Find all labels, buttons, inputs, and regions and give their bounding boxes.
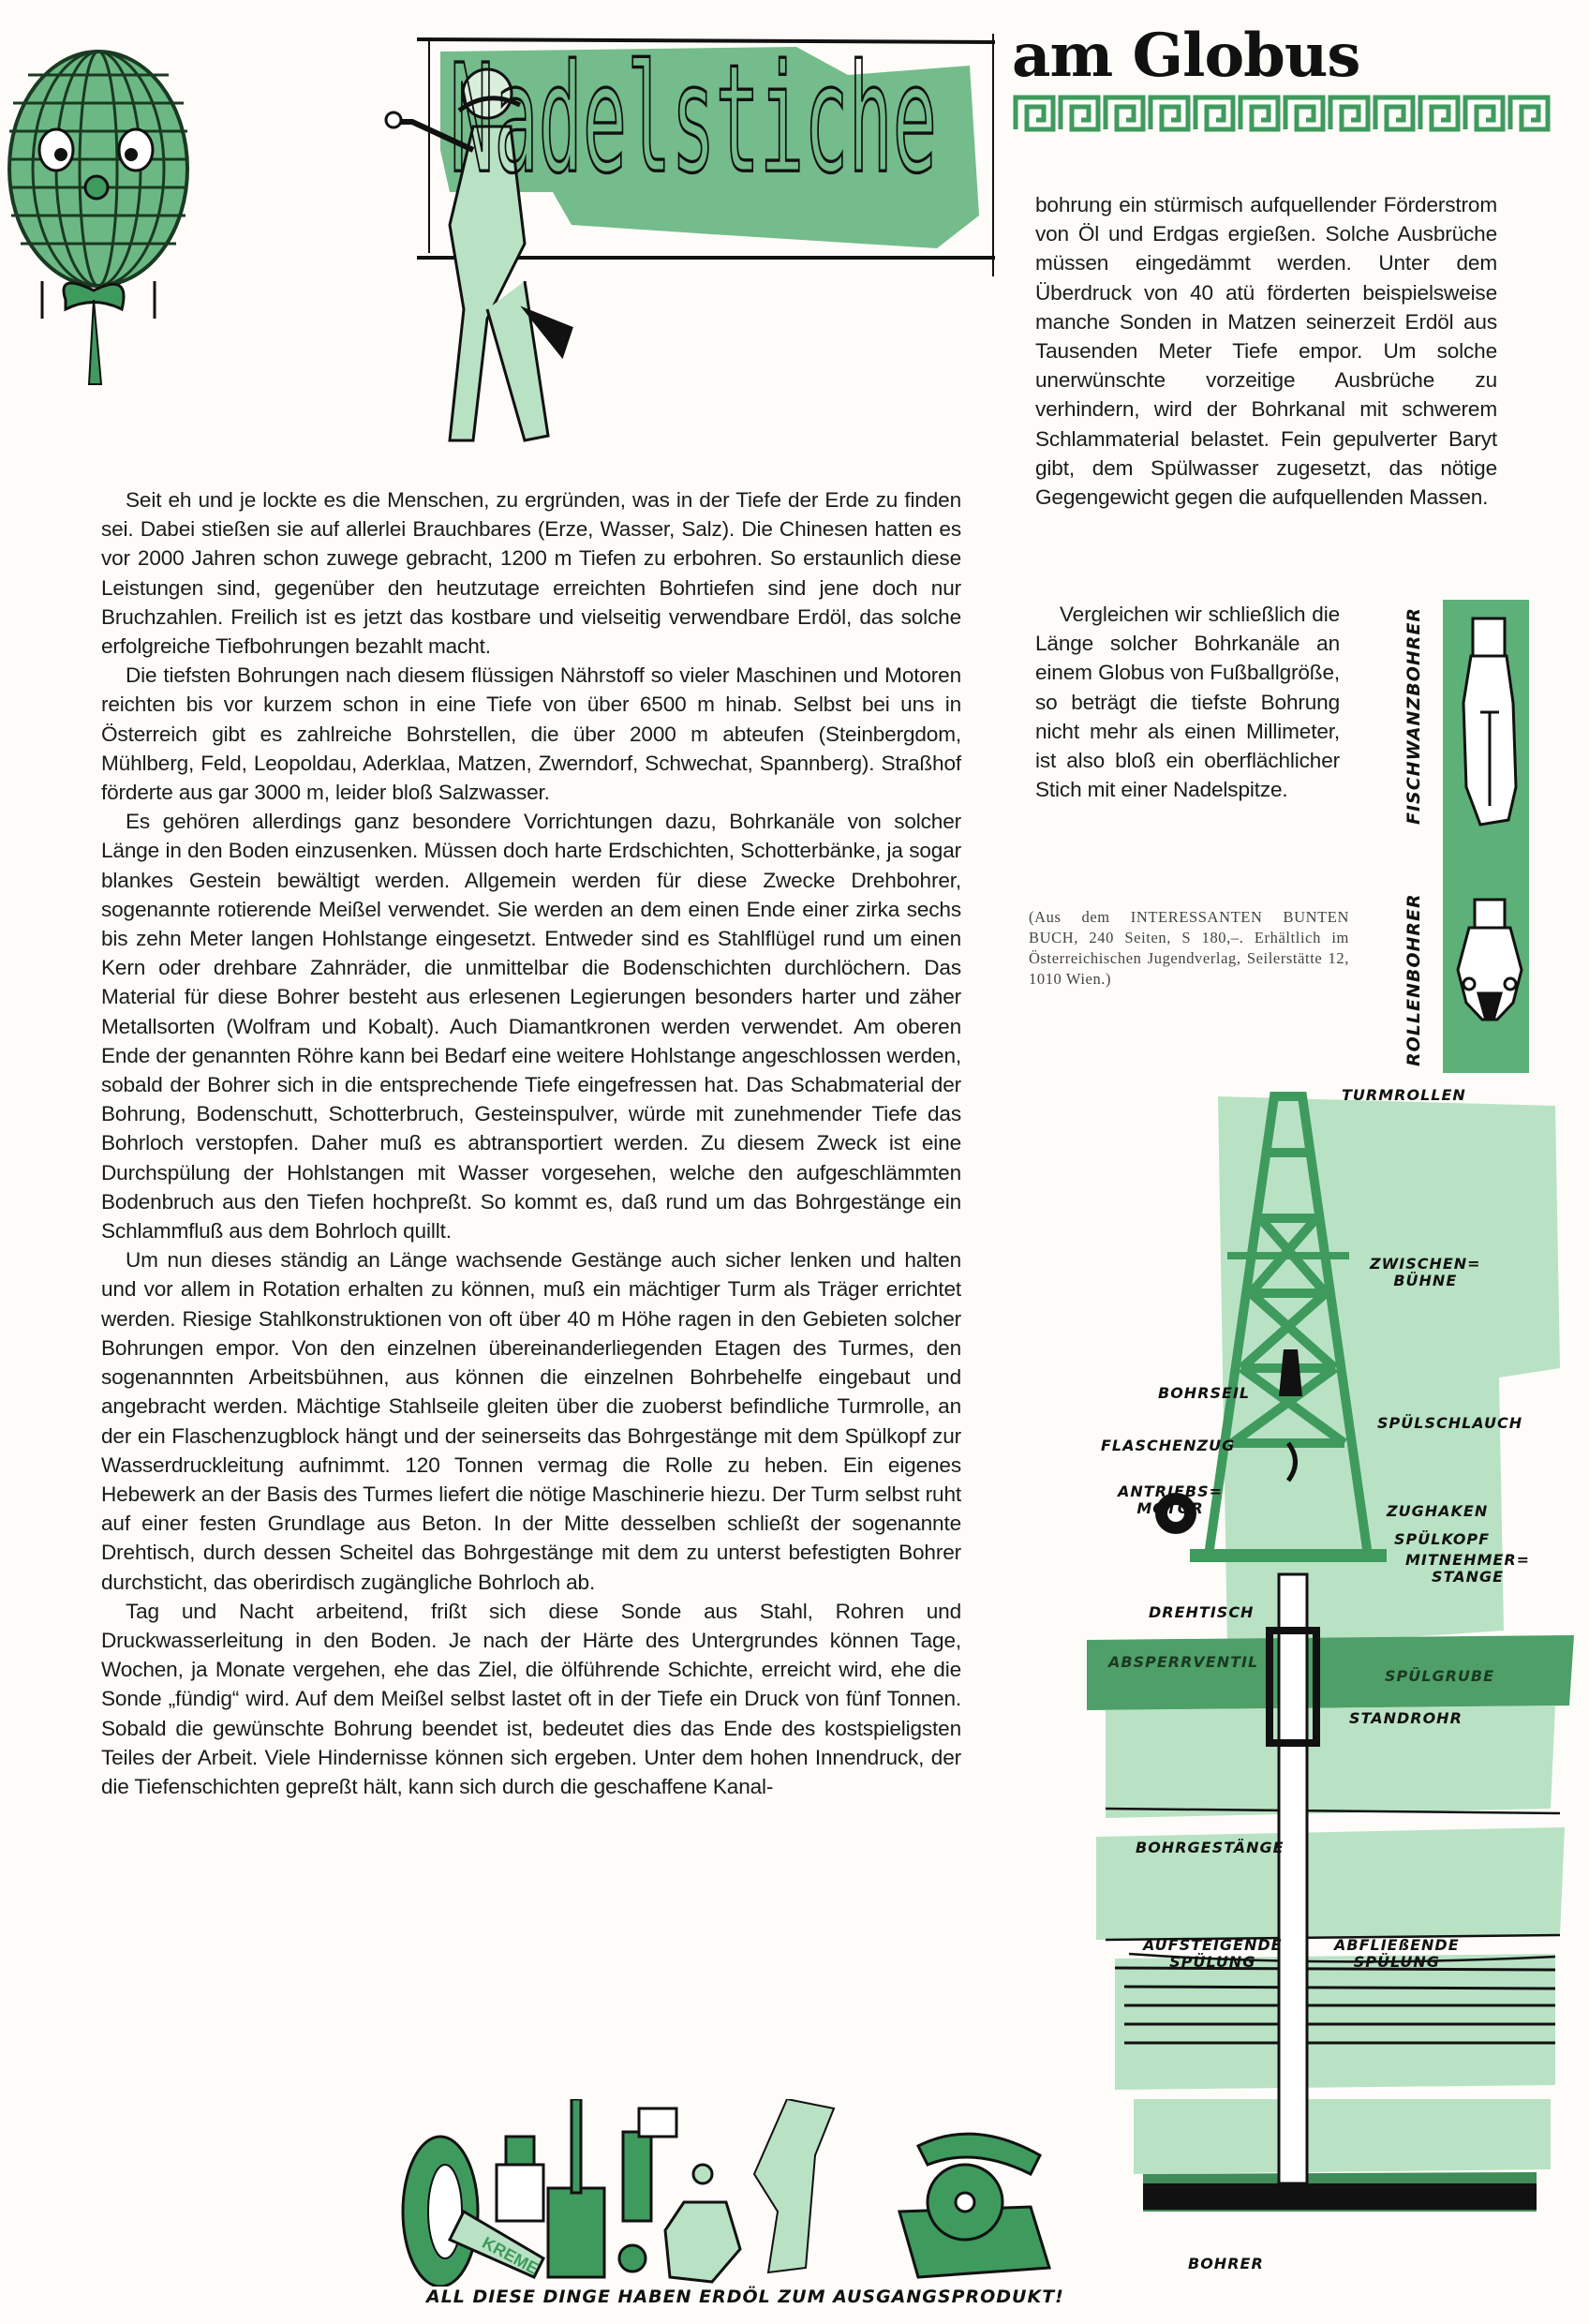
greek-key-segment — [1330, 97, 1368, 129]
svg-text:KREME: KREME — [479, 2232, 542, 2279]
label-bohrseil: BOHRSEIL — [1158, 1384, 1251, 1402]
products-illustration — [394, 2099, 1087, 2287]
label-drehtisch: DREHTISCH — [1149, 1603, 1255, 1621]
telephone-drawing — [899, 2134, 1049, 2277]
label-bohrer: BOHRER — [1188, 2255, 1264, 2272]
greek-key-segment — [1016, 97, 1053, 129]
label-antriebsmotor: ANTRIEBS= MOTOR — [1118, 1482, 1224, 1517]
label-flaschenzug: FLASCHENZUG — [1101, 1437, 1236, 1454]
article-body-left — [101, 485, 961, 1801]
label-absperrventil: ABSPERRVENTIL — [1108, 1653, 1259, 1671]
title-am-globus: am Globus — [1012, 21, 1360, 91]
title-nadelstiche: Nadelstiche — [450, 33, 938, 207]
label-aufsteigende-spuelung: AUFSTEIGENDE SPÜLUNG — [1143, 1936, 1283, 1971]
drill-bits-panel — [1443, 600, 1555, 1073]
label-standrohr: STANDROHR — [1349, 1709, 1463, 1727]
header-illustration — [0, 0, 1012, 469]
greek-key-border — [1012, 94, 1557, 133]
label-spuelkopf: SPÜLKOPF — [1394, 1530, 1491, 1548]
label-zwischenbuehne: ZWISCHEN= BÜHNE — [1370, 1255, 1481, 1289]
paragraph: Es gehören allerdings ganz besondere Vorrichtungen dazu, Bohrkanäle von solcher Länge in den Boden einzusenken. Müssen doch harte Erdschichten, Schotterbänke, ja sogar blankes Gestein bewältigt werden. Allgemein werden für diese Zwecke Drehbohrer, sogenannte rotierende Meißel verwendet. Sie werden an dem einen Ende einer zirka sechs bis zehn Meter langen Hohlstange eingesetzt. Entweder sind es Stahlflügel rund um einen Kern oder drehbare Zahnräder, die unmittelbar die Bodenschichten durchlöchern. Das Material für diese Bohrer besteht aus erlesenen Legierungen besonders harter und zäher Metallsorten (Wolfram und Kobalt). Auch Diamantkronen werden verwendet. Am oberen Ende der genannten Röhre kann bei Bedarf eine weitere Hohlstange angeschlossen werden, sobald der Bohrer sich in die entsprechende Tiefe eingefressen hat. Das Schabmaterial der Bohrung, Bodenschutt, Schotterbruch, Gesteinspulver, würde mit zunehmender Tiefe das Bohrloch verstopfen. Daher muß es abtransportiert werden. Zu diesem Zweck ist eine Durchspülung der Hohlstangen mit Wasser vorgesehen, welche den aufgeschlämmten Bodenbruch aus den Tiefen hochpreßt. So kommt es, daß rund um das Bohrgestänge ein Schlammfluß aus dem Bohrloch quillt. — [101, 810, 961, 1244]
paragraph: Um nun dieses ständig an Länge wachsende Gestänge auch sicher lenken und halten und vor allem in Rotation erhalten zu können, muß ein mächtiger Turm als Träger errichtet werden. Riesige Stahlkonstruktionen von oft über 40 m Höhe ragen in den Gebieten solcher Bohrungen empor. Von den einzelnen übereinanderliegenden Etagen des Turmes, den sogenannnten Arbeitsbühnen, aus können die einzelnen Bohrbehelfe eingebaut und angebracht werden. Mächtige Stahlseile gleiten über die zuoberst befindliche Turmrolle, an der ein Flaschenzugblock hängt und der seinerseits das Bohrgestänge mit dem Spülkopf zur Wasserdruckleitung aufnimmt. 120 Tonnen vermag die Rolle zu heben. Ein eigenes Hebewerk an der Basis des Turmes liefert die nötige Maschinerie hiezu. Der Turm selbst ruht auf einer festen Grundlage aus Beton. In der Mitte desselben schließt der sogenannte Drehtisch, durch dessen Scheitel das Bohrgestänge mit dem zu unterst befestigten Bohrer durchsticht, das oberirdisch zugängliche Bohrloch ab. — [101, 1248, 961, 1594]
tire-drawing — [403, 2137, 478, 2287]
paragraph: Seit eh und je lockte es die Menschen, zu ergründen, was in der Tiefe der Erde zu finden sei. Dabei stießen sie auf allerlei Brauchbares (Erze, Wasser, Salz). Die Chinesen hatten es vor 2000 Jahren schon zuwege gebracht, 1200 m Tiefen zu erbohren. So erstaunlich diese Leistungen sind, gegenüber den heutzutage erreichten Bohrtiefen sind jene doch nur Bruchzahlen. Freilich ist es jetzt das kostbare und vielseitig verwendbare Erdöl, das solche erfolgreiche Tiefbohrungen bezahlt macht. — [101, 488, 961, 659]
article-body-right — [1035, 190, 1497, 512]
greek-key-segment — [1106, 97, 1143, 129]
greek-key-segment — [1285, 97, 1323, 129]
label-rollenbohrer: ROLLENBOHRER — [1403, 893, 1424, 1066]
label-zughaken: ZUGHAKEN — [1387, 1502, 1489, 1520]
label-spuelgrube: SPÜLGRUBE — [1385, 1667, 1495, 1685]
stockings-drawing — [754, 2099, 834, 2272]
paragraph: bohrung ein stürmisch aufquellender Förderstrom von Öl und Erdgas ergießen. Solche Ausbrüche müssen eingedämmt werden. Unter dem Überdruck von 40 atü förderten beispielsweise manche Sonden in Matzen seinerzeit Erdöl aus Tausenden Meter Tiefe empor. Um solche unerwünschte vorzeitige Ausbrüche zu verhindern, wird der Bohrkanal mit schwerem Schlammaterial belastet. Fein gepulverter Baryt gibt, dem Spülwasser zugesetzt, das nötige Gegengewicht gegen die aufquellenden Massen. — [1035, 193, 1497, 510]
paragraph: Die tiefsten Bohrungen nach diesem flüssigen Nährstoff so vieler Maschinen und Motoren reichten bis vor kurzem schon in eine Tiefe von über 6500 m hinab. Selbst bei uns in Österreich gibt es zahlreiche Bohrstellen, die über 2000 m abteufen (Steinbergdom, Mühlberg, Feld, Leopoldau, Aderklaa, Matzen, Zwerndorf, Schwechat, Spannberg). Straßhof förderte aus gar 3000 m, leider bloß Salzwasser. — [101, 663, 961, 805]
greek-key-segment — [1465, 97, 1503, 129]
paragraph: Vergleichen wir schließlich die Länge solcher Bohrkanäle an einem Globus von Fußballgröße, so beträgt die tiefste Bohrung nicht mehr als einen Millimeter, ist also bloß ein oberflächlicher Stich mit einer Nadelspitze. — [1035, 603, 1340, 802]
greek-key-segment — [1195, 97, 1233, 129]
oil-rig-diagram — [1087, 1068, 1574, 2212]
greek-key-segment — [1420, 97, 1458, 129]
greek-key-segment — [1510, 97, 1548, 129]
comparison-paragraph — [1035, 600, 1340, 804]
greek-key-segment — [1061, 97, 1098, 129]
medicine-bottle-drawing — [623, 2108, 676, 2221]
bottle-drawing — [497, 2137, 543, 2221]
products-caption: ALL DIESE DINGE HABEN ERDÖL ZUM AUSGANGSPRODUKT! — [426, 2287, 1064, 2307]
label-turmrollen: TURMROLLEN — [1342, 1086, 1466, 1104]
label-bohrgestaenge: BOHRGESTÄNGE — [1136, 1839, 1285, 1856]
label-abfliessende-spuelung: ABFLIEßENDE SPÜLUNG — [1334, 1936, 1460, 1971]
greek-key-segment — [1151, 97, 1188, 129]
greek-key-segment — [1240, 97, 1278, 129]
paragraph: Tag und Nacht arbeitend, frißt sich diese Sonde aus Stahl, Rohren und Druckwasserleitung in den Boden. Je nach der Härte des Untergrundes können Tage, Wochen, ja Monate vergehen, ehe das Ziel, die ölführende Schichte, erreicht wird, ehe die Sonde „fündig“ wird. Auf dem Meißel selbst lastet oft in der Tiefe ein Druck von fünf Tonnen. Sobald die gewünschte Bohrung beendet ist, bedeutet dies das Ende des kostspieligsten Teiles der Arbeit. Viele Hindernisse können sich ergeben. Unter dem hohen Innendruck, der die Tiefenschichten gepreßt hält, kann sich durch die geschaffene Kanal- — [101, 1599, 961, 1798]
paint-can-drawing — [548, 2099, 604, 2277]
book-note: (Aus dem INTERESSANTEN BUNTEN BUCH, 240 Seiten, S 180,–. Erhältlich im Österreichischen Jugendverlag, Seilerstätte 12, 1010 Wien.) — [1029, 908, 1349, 988]
greek-key-segment — [1375, 97, 1413, 129]
label-spuelschlauch: SPÜLSCHLAUCH — [1377, 1414, 1523, 1432]
label-mitnehmerstange: MITNEHMER= STANGE — [1405, 1551, 1531, 1586]
globe-character — [9, 52, 187, 384]
label-fischwanzbohrer: FISCHWANZBOHRER — [1403, 606, 1424, 825]
